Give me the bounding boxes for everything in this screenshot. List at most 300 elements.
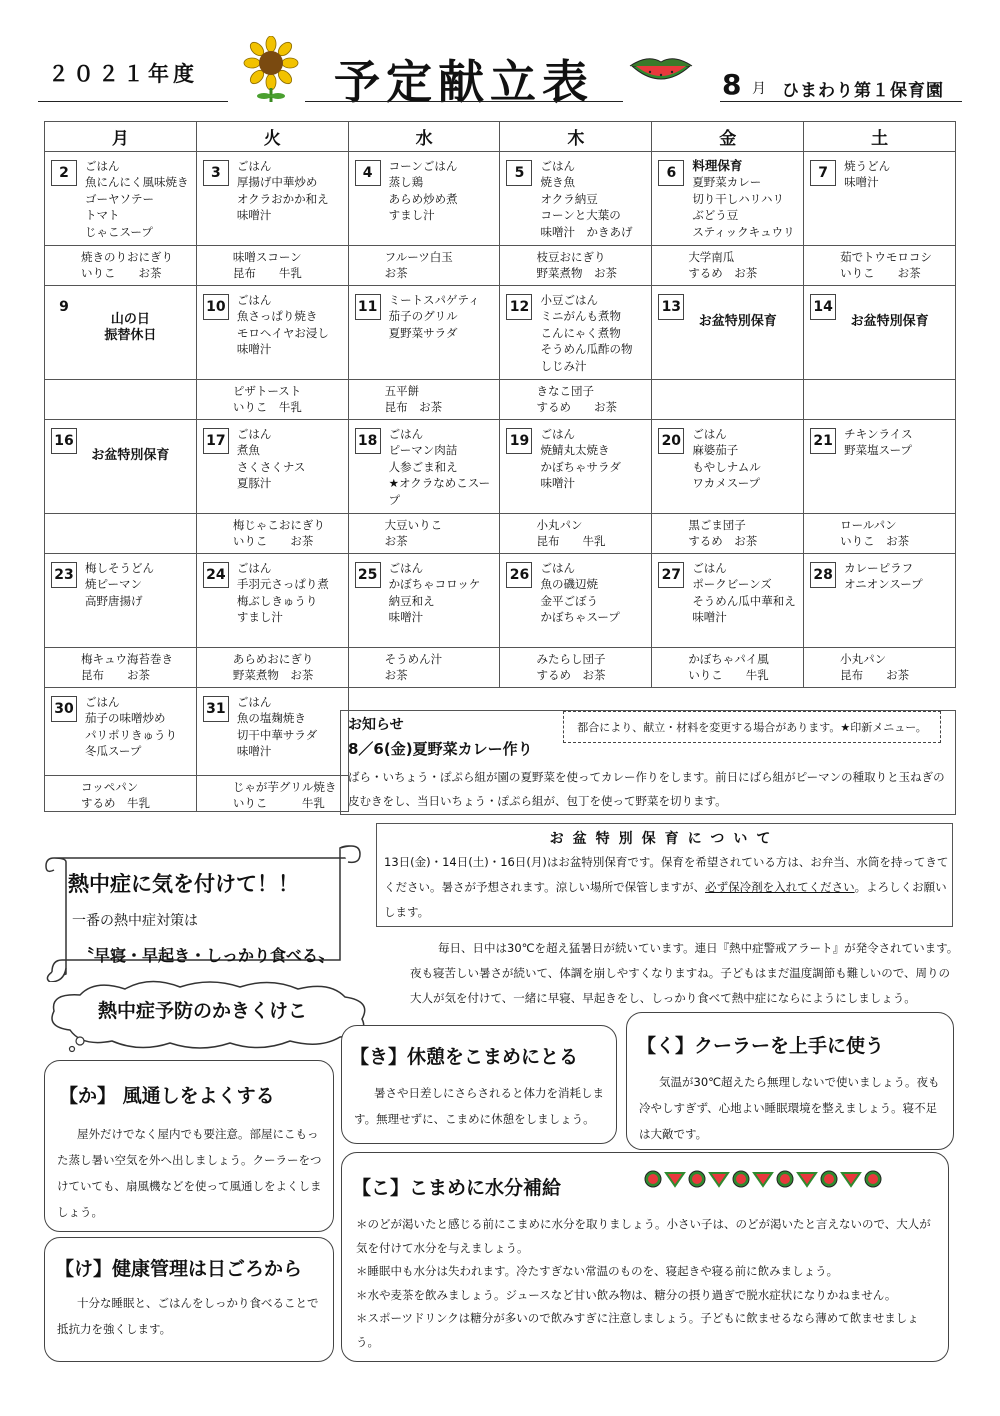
snack-item: いりこ 牛乳 xyxy=(232,796,325,810)
lunch-menu xyxy=(237,694,317,760)
weekday-header-row xyxy=(45,122,956,152)
snack-cell xyxy=(804,246,956,286)
month-unit: 月 xyxy=(752,81,766,97)
day-content xyxy=(349,152,500,224)
snack-item: お茶 xyxy=(384,534,408,548)
snack-item: 昆布 お茶 xyxy=(81,668,150,682)
day-number: 11 xyxy=(355,294,381,320)
day-number: 2 xyxy=(51,160,77,186)
snack-item: じゃが芋グリル焼き xyxy=(232,780,337,794)
menu-item: こんにゃく煮物 xyxy=(540,325,621,340)
day-cell xyxy=(348,152,500,246)
day-number: 28 xyxy=(810,562,836,588)
snack-item: お茶 xyxy=(384,266,408,280)
week-row xyxy=(45,554,956,648)
snack-cell xyxy=(804,380,956,420)
day-number: 23 xyxy=(51,562,77,588)
watermelon-slice-icon xyxy=(865,1171,881,1187)
closed-label-line: 山の日 xyxy=(110,312,150,327)
menu-item: かぼちゃスープ xyxy=(540,610,620,625)
lunch-menu xyxy=(85,158,189,240)
day-content xyxy=(804,554,955,593)
menu-item: ごはん xyxy=(540,159,575,173)
menu-item: 厚揚げ中華炒め xyxy=(236,175,318,190)
day-cell xyxy=(45,286,197,380)
menu-item: 煮魚 xyxy=(236,443,260,458)
menu-item: ごはん xyxy=(388,427,424,441)
tip-ke-title: 【け】健康管理は日ごろから xyxy=(55,1258,303,1280)
snack-item: するめ お茶 xyxy=(536,400,617,414)
menu-item: 魚の塩麹焼き xyxy=(236,711,306,726)
snack-cell xyxy=(652,514,804,554)
menu-item: ごはん xyxy=(236,159,272,173)
menu-item: 焼き魚 xyxy=(540,175,575,190)
snack-item: きなこ団子 xyxy=(536,384,594,398)
menu-item: かぼちゃサラダ xyxy=(540,459,621,474)
day-cell xyxy=(652,152,804,246)
header-rule xyxy=(38,101,228,102)
watermelon-slice-icon xyxy=(710,1173,728,1186)
snack-menu xyxy=(804,246,955,281)
day-number: 9 xyxy=(59,299,69,315)
snack-menu xyxy=(45,648,196,683)
menu-item: スティックキュウリ xyxy=(692,224,795,239)
menu-item: 梅しそうどん xyxy=(85,561,154,575)
menu-item: 夏豚汁 xyxy=(236,476,272,491)
menu-item: 魚にんにく風味焼き xyxy=(85,175,189,190)
day-number: 6 xyxy=(658,160,684,186)
snack-menu xyxy=(804,648,955,683)
menu-item: ごはん xyxy=(85,695,120,709)
menu-item: 茄子のグリル xyxy=(388,309,458,324)
day-number: 17 xyxy=(203,428,229,454)
tip-ka-text: 屋外だけでなく屋内でも要注意。部屋にこもった蒸し暑い空気を外へ出しましょう。クーラーをつけていても、扇風機などを使って風通しをよくしましょう。 xyxy=(57,1127,322,1219)
day-number: 19 xyxy=(506,428,532,454)
menu-item: 梅ぶしきゅうり xyxy=(236,593,318,608)
snack-item: 茹でトウモロコシ xyxy=(840,250,932,264)
day-cell xyxy=(348,420,500,514)
day-number: 13 xyxy=(658,294,684,320)
watermelon-slice-icon xyxy=(798,1173,816,1186)
lunch-menu xyxy=(692,158,794,240)
menu-item: 高野唐揚げ xyxy=(85,593,143,608)
header-rule xyxy=(305,101,623,102)
tip-ko-item: ＊スポーツドリンクは糖分が多いので飲みすぎに注意しましょう。子どもに飲ませるなら薄めて飲ませましょう。 xyxy=(356,1311,919,1349)
day-content xyxy=(500,152,651,240)
snack-item: するめ お茶 xyxy=(688,266,758,280)
menu-item: ごはん xyxy=(236,293,272,307)
watermelon-row-icon xyxy=(642,1169,892,1189)
menu-item: 味噌汁 xyxy=(388,610,424,625)
menu-item: ごはん xyxy=(540,561,575,575)
menu-item: ごはん xyxy=(85,159,120,173)
snack-menu xyxy=(652,380,803,383)
day-content xyxy=(500,286,651,374)
menu-item: 冬瓜スープ xyxy=(85,744,142,759)
day-content xyxy=(500,420,651,492)
menu-item: 切干中華サラダ xyxy=(236,727,318,742)
snack-cell xyxy=(45,246,197,286)
snack-row xyxy=(45,380,956,420)
snack-item: 野菜煮物 お茶 xyxy=(232,668,314,682)
day-cell xyxy=(348,286,500,380)
day-content xyxy=(804,420,955,459)
day-number: 27 xyxy=(658,562,684,588)
snack-menu xyxy=(500,380,651,415)
menu-item: 味噌汁 xyxy=(236,342,272,357)
menu-item: 野菜塩スープ xyxy=(844,443,912,458)
snack-menu xyxy=(45,514,196,517)
day-content xyxy=(349,554,500,626)
watermelon-slice-icon xyxy=(733,1171,749,1187)
menu-item: 納豆和え xyxy=(388,593,435,608)
day-number: 16 xyxy=(51,428,77,454)
menu-item: さくさくナス xyxy=(236,459,306,474)
snack-item: 昆布 牛乳 xyxy=(232,266,302,280)
tip-ko-list xyxy=(356,1213,941,1354)
lunch-menu xyxy=(389,292,480,341)
day-content xyxy=(45,688,196,760)
day-number: 31 xyxy=(203,696,229,722)
week-row xyxy=(45,152,956,246)
lunch-menu xyxy=(237,426,306,492)
notice-subtitle: 8／6(金)夏野菜カレー作り xyxy=(348,740,533,758)
month-number: 8 xyxy=(722,68,742,101)
menu-item: あらめ炒め煮 xyxy=(388,191,458,206)
snack-cell xyxy=(196,246,348,286)
snack-cell xyxy=(196,776,348,812)
snack-item: フルーツ白玉 xyxy=(384,250,453,264)
watermelon-slice-icon xyxy=(821,1171,837,1187)
tip-box-ke xyxy=(44,1237,334,1362)
prevention-heading: 熱中症予防のかきくけこ xyxy=(98,1000,308,1022)
weekday-tue: 火 xyxy=(196,122,348,152)
menu-item: ぶどう豆 xyxy=(692,208,739,223)
snack-menu xyxy=(804,380,955,383)
day-cell xyxy=(45,152,197,246)
header-rule xyxy=(720,101,962,102)
menu-item: 味噌汁 xyxy=(236,744,272,759)
menu-item: ポークビーンズ xyxy=(692,577,772,592)
lunch-menu xyxy=(237,292,329,358)
snack-item: 枝豆おにぎり xyxy=(536,250,606,264)
snack-item: コッペパン xyxy=(81,780,139,794)
snack-cell xyxy=(652,246,804,286)
snack-cell xyxy=(652,648,804,688)
menu-item: 味噌汁 xyxy=(692,610,727,625)
day-number: 12 xyxy=(506,294,532,320)
watermelon-slice-icon xyxy=(777,1171,793,1187)
lunch-menu xyxy=(540,292,632,374)
lunch-menu xyxy=(692,426,760,492)
lunch-menu xyxy=(389,560,481,626)
day-number: 5 xyxy=(506,160,532,186)
lunch-menu xyxy=(692,560,796,626)
tip-ko-item: ＊水や麦茶を飲みましょう。ジュースなど甘い飲み物は、糖分の摂り過ぎで脱水症状になりかねません。 xyxy=(356,1287,897,1302)
snack-item: 味噌スコーン xyxy=(232,250,302,264)
week-row xyxy=(45,286,956,380)
day-cell xyxy=(652,286,804,380)
snack-item: 小丸パン xyxy=(536,518,583,532)
notice-title: お知らせ xyxy=(348,717,404,733)
day-number: 21 xyxy=(810,428,836,454)
snack-menu xyxy=(500,648,651,683)
snack-item: みたらし団子 xyxy=(536,652,606,666)
closed-label-line: お盆特別保育 xyxy=(850,314,929,329)
snack-menu xyxy=(652,648,803,683)
menu-item: コーンと大葉の xyxy=(540,208,621,223)
menu-item: ごはん xyxy=(388,561,424,575)
snack-item: 梅キュウ海苔巻き xyxy=(81,652,173,666)
snack-item: ロールパン xyxy=(840,518,897,532)
day-number: 30 xyxy=(51,696,77,722)
menu-item: 小豆ごはん xyxy=(540,293,598,307)
day-content xyxy=(197,286,348,358)
menu-item: 夏野菜カレー xyxy=(692,175,762,190)
lunch-menu xyxy=(844,158,890,191)
lunch-menu xyxy=(85,694,177,760)
snack-row xyxy=(45,514,956,554)
day-cell xyxy=(652,554,804,648)
day-cell xyxy=(45,554,197,648)
menu-item: 夏野菜サラダ xyxy=(388,325,458,340)
menu-item: トマト xyxy=(85,208,120,223)
menu-item: すまし汁 xyxy=(236,610,283,625)
day-content xyxy=(652,420,803,492)
day-number: 4 xyxy=(355,160,381,186)
snack-cell xyxy=(45,514,197,554)
snack-item: 昆布 お茶 xyxy=(384,400,443,414)
menu-item: 麻婆茄子 xyxy=(692,443,739,458)
menu-item: 手羽元さっぱり煮 xyxy=(236,577,329,592)
lunch-menu xyxy=(389,158,458,224)
tip-ke-text: 十分な睡眠と、ごはんをしっかり食べることで抵抗力を強くします。 xyxy=(57,1296,319,1336)
watermelon-slice-icon xyxy=(842,1173,860,1186)
snack-item: そうめん汁 xyxy=(384,652,443,666)
day-cell xyxy=(804,420,956,514)
day-number: 24 xyxy=(203,562,229,588)
menu-item: コーンごはん xyxy=(388,159,458,173)
day-cell xyxy=(804,286,956,380)
closed-label-line: 振替休日 xyxy=(104,328,157,343)
day-content xyxy=(652,554,803,626)
school-year: ２０２１年度 xyxy=(48,62,198,86)
day-cell xyxy=(500,286,652,380)
snack-item: 五平餅 xyxy=(384,384,420,398)
day-cell xyxy=(500,152,652,246)
menu-item: 味噌汁 xyxy=(540,476,575,491)
snack-item: 黒ごま団子 xyxy=(688,518,746,532)
snack-cell xyxy=(196,514,348,554)
snack-cell xyxy=(348,514,500,554)
menu-item: 焼鯖丸太焼き xyxy=(540,443,610,458)
menu-calendar xyxy=(44,121,956,812)
weekday-fri: 金 xyxy=(652,122,804,152)
lunch-menu xyxy=(540,158,632,240)
menu-item: ごはん xyxy=(236,427,272,441)
weekday-thu: 木 xyxy=(500,122,652,152)
tip-ka-title: 【か】 風通しをよくする xyxy=(59,1085,275,1107)
snack-cell xyxy=(348,648,500,688)
snack-item: あらめおにぎり xyxy=(232,652,314,666)
tip-ku-title: 【く】クーラーを上手に使う xyxy=(637,1035,885,1057)
scroll-title: 熱中症に気を付けて！！ xyxy=(68,872,299,896)
menu-item: ゴーヤソテー xyxy=(85,191,154,206)
obon-text xyxy=(384,850,949,925)
snack-item: 野菜煮物 お茶 xyxy=(536,266,617,280)
tip-ko-item: ＊のどが渇いたと感じる前にこまめに水分を取りましょう。小さい子は、のどが渇いたと言えないので、大人が気を付けて水分を与えましょう。 xyxy=(356,1217,931,1255)
day-number: 14 xyxy=(810,294,836,320)
menu-item: かぼちゃコロッケ xyxy=(388,577,481,592)
menu-item: ごはん xyxy=(692,427,727,441)
snack-menu xyxy=(804,514,955,549)
sunflower-icon xyxy=(240,36,302,104)
day-cell xyxy=(45,420,197,514)
snack-row xyxy=(45,648,956,688)
snack-menu xyxy=(500,514,651,549)
tip-ku-text: 気温が30℃超えたら無理しないで使いましょう。夜も冷やしすぎず、心地よい睡眠環境を整えましょう。寝不足は大敵です。 xyxy=(639,1075,940,1141)
day-content xyxy=(197,554,348,626)
snack-item: 昆布 牛乳 xyxy=(536,534,606,548)
snack-menu xyxy=(197,776,348,811)
menu-item: すまし汁 xyxy=(388,208,435,223)
day-number: 25 xyxy=(355,562,381,588)
day-number: 7 xyxy=(810,160,836,186)
menu-item: 金平ごぼう xyxy=(540,593,598,608)
day-cell xyxy=(45,688,197,776)
snack-cell xyxy=(500,246,652,286)
menu-item: もやしナムル xyxy=(692,459,761,474)
snack-item: 大豆いりこ xyxy=(384,518,443,532)
day-content xyxy=(197,420,348,492)
weekday-mon: 月 xyxy=(45,122,197,152)
snack-item: いりこ お茶 xyxy=(81,266,162,280)
day-content xyxy=(500,554,651,626)
obon-text-underlined: 必ず保冷剤を入れてください xyxy=(705,880,855,894)
menu-item: パリポリきゅうり xyxy=(85,727,177,742)
menu-item: カレーピラフ xyxy=(844,561,914,575)
tip-box-ka xyxy=(44,1060,334,1232)
snack-item: するめ お茶 xyxy=(688,534,758,548)
day-cell xyxy=(500,554,652,648)
snack-item: 小丸パン xyxy=(840,652,887,666)
snack-item: 梅じゃこおにぎり xyxy=(232,518,325,532)
snack-menu xyxy=(45,380,196,383)
snack-menu xyxy=(652,514,803,549)
page-title: 予定献立表 xyxy=(334,55,594,109)
snack-item: 昆布 お茶 xyxy=(840,668,910,682)
menu-item: チキンライス xyxy=(844,427,913,441)
day-cell xyxy=(348,554,500,648)
tip-ko-title: 【こ】こまめに水分補給 xyxy=(352,1177,562,1199)
snack-menu xyxy=(197,514,348,549)
day-number: 26 xyxy=(506,562,532,588)
menu-item: 蒸し鶏 xyxy=(388,175,424,190)
day-number: 10 xyxy=(203,294,229,320)
weekday-wed: 水 xyxy=(348,122,500,152)
watermelon-icon xyxy=(628,52,694,86)
lunch-menu xyxy=(844,560,923,593)
menu-item: じゃこスープ xyxy=(85,224,153,239)
snack-menu xyxy=(45,246,196,281)
menu-item: 味噌汁 xyxy=(844,175,879,190)
menu-item: 焼うどん xyxy=(844,159,891,173)
watermelon-slice-icon xyxy=(666,1173,684,1186)
day-cell xyxy=(196,152,348,246)
snack-item: かぼちゃパイ風 xyxy=(688,652,769,666)
snack-item: いりこ お茶 xyxy=(232,534,314,548)
day-cell xyxy=(804,554,956,648)
menu-item: 魚さっぱり焼き xyxy=(236,309,318,324)
day-content xyxy=(652,152,803,240)
lunch-menu xyxy=(389,426,496,508)
menu-item: ごはん xyxy=(236,561,272,575)
snack-cell xyxy=(348,380,500,420)
snack-cell xyxy=(196,380,348,420)
snack-menu xyxy=(197,648,348,683)
day-content xyxy=(197,152,348,224)
tip-box-ko xyxy=(341,1152,949,1362)
menu-item: ごはん xyxy=(692,561,727,575)
snack-cell xyxy=(348,246,500,286)
menu-item: オクラおかか和え xyxy=(236,191,329,206)
menu-item: 魚の磯辺焼 xyxy=(540,577,598,592)
tip-ki-text: 暑さや日差しにさらされると体力を消耗します。無理せずに、こまめに休憩をしましょう。 xyxy=(354,1086,604,1126)
menu-item: 茄子の味噌炒め xyxy=(85,711,166,726)
snack-item: 焼きのりおにぎり xyxy=(81,250,173,264)
snack-cell xyxy=(45,380,197,420)
obon-text-b: 。よろしくお願いします。 xyxy=(384,880,947,919)
scroll-line-2: 〝早寝・早起き・しっかり食べる〟 xyxy=(78,946,335,965)
snack-cell xyxy=(804,514,956,554)
lunch-menu xyxy=(85,560,154,609)
day-number: 20 xyxy=(658,428,684,454)
snack-cell xyxy=(804,648,956,688)
snack-item: いりこ 牛乳 xyxy=(688,668,769,682)
tip-box-ki xyxy=(341,1025,617,1144)
menu-item: しじみ汁 xyxy=(540,358,587,373)
day-content xyxy=(45,152,196,240)
day-content xyxy=(197,688,348,760)
menu-item: 味噌汁 かきあげ xyxy=(540,224,633,239)
menu-item: ごはん xyxy=(236,695,272,709)
snack-item: いりこ 牛乳 xyxy=(232,400,302,414)
tip-ki-title: 【き】休憩をこまめにとる xyxy=(350,1046,579,1068)
snack-cell xyxy=(45,648,197,688)
heatstroke-message: 毎日、日中は30℃を超え猛暑日が続いています。連日『熱中症警戒アラート』が発令されています。夜も寝苦しい暑さが続いて、体調を崩しやすくなりますね。子どもはまだ温度調節も難しいので、周りの大人が気を付けて、一緒に早寝、早起きをし、しっかり食べて熱中症にならにようにしましょう。 xyxy=(410,941,959,1005)
lunch-menu xyxy=(540,560,619,626)
snack-cell xyxy=(196,648,348,688)
menu-item: モロヘイヤお浸し xyxy=(236,325,329,340)
lunch-menu xyxy=(844,426,912,459)
menu-item: そうめん瓜中華和え xyxy=(692,593,796,608)
snack-menu xyxy=(500,246,651,281)
snack-cell xyxy=(500,380,652,420)
snack-menu xyxy=(652,246,803,281)
snack-item: 大学南瓜 xyxy=(688,250,735,264)
watermelon-slice-icon xyxy=(754,1173,772,1186)
lunch-menu xyxy=(540,426,620,492)
day-cell xyxy=(196,554,348,648)
snack-cell xyxy=(500,648,652,688)
snack-menu xyxy=(45,776,196,811)
menu-item: オニオンスープ xyxy=(844,577,923,592)
snack-menu xyxy=(349,246,500,281)
tip-box-ku xyxy=(626,1012,954,1150)
snack-cell xyxy=(652,380,804,420)
tip-ko-item: ＊睡眠中も水分は失われます。冷たすぎない常温のものを、寝起きや寝る前に飲みましょう。 xyxy=(356,1264,839,1278)
menu-item: ★オクラなめこスープ xyxy=(388,476,491,507)
